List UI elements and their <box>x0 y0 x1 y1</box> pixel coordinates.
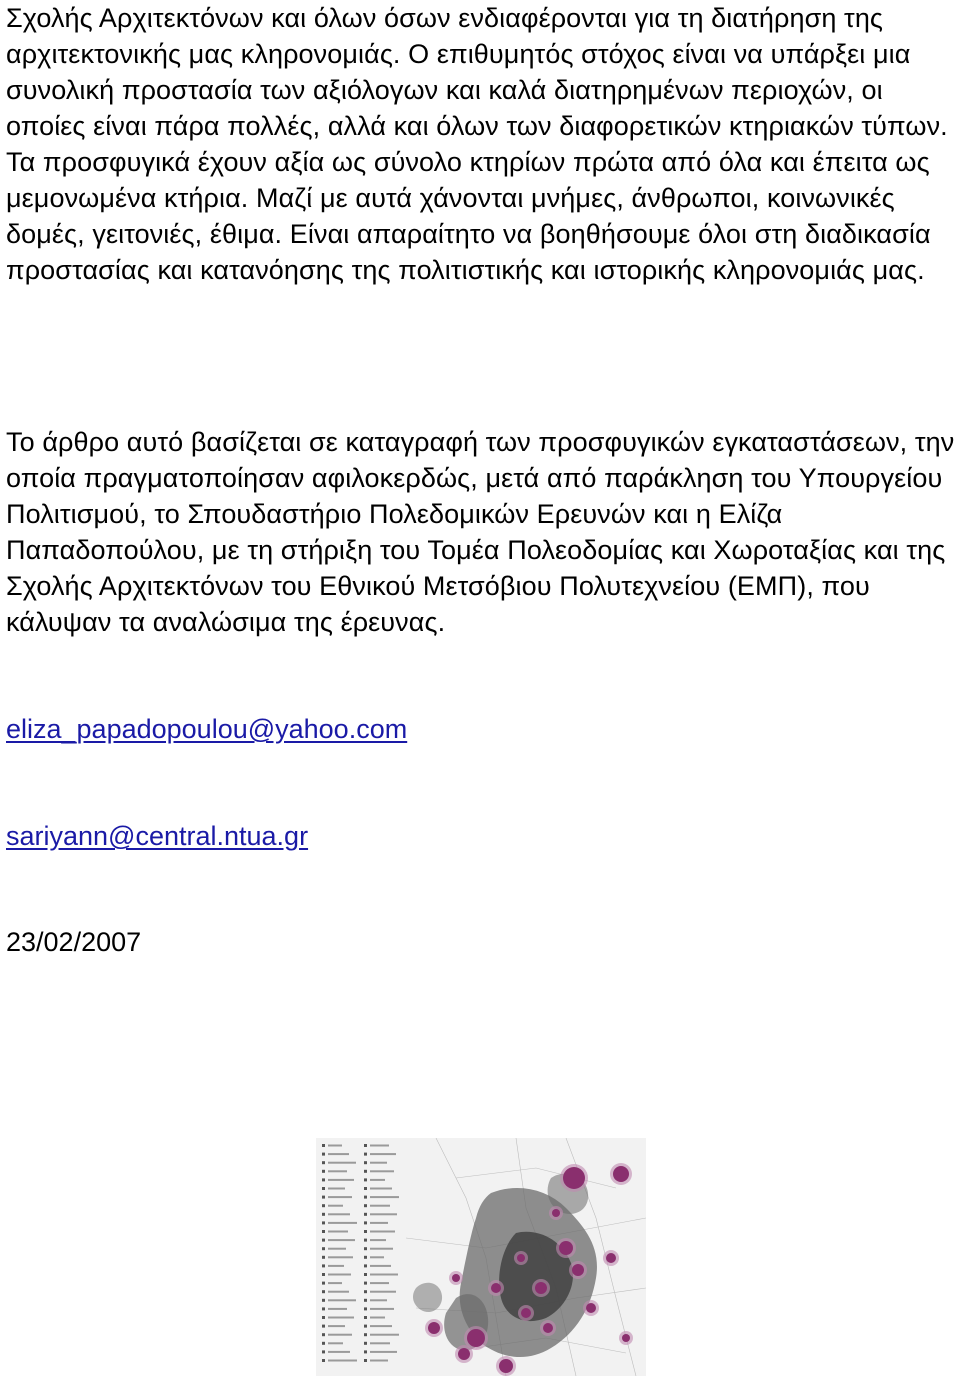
legend-bullet <box>364 1153 367 1156</box>
legend-bullet <box>364 1333 367 1336</box>
legend-line <box>328 1291 349 1293</box>
map-marker <box>622 1334 630 1342</box>
map-marker <box>499 1359 513 1373</box>
legend-bullet <box>322 1153 325 1156</box>
legend-bullet <box>322 1307 325 1310</box>
legend-line <box>328 1162 356 1164</box>
legend-line <box>328 1205 343 1207</box>
legend-line <box>370 1153 396 1155</box>
legend-line <box>370 1222 388 1224</box>
legend-line <box>328 1351 350 1353</box>
legend-bullet <box>322 1350 325 1353</box>
legend-line <box>328 1325 345 1327</box>
legend-line <box>328 1256 353 1258</box>
legend-line <box>328 1196 352 1198</box>
legend-line <box>328 1317 354 1319</box>
legend-line <box>328 1188 345 1190</box>
legend-bullet <box>364 1282 367 1285</box>
legend-line <box>370 1308 394 1310</box>
legend-bullet <box>322 1221 325 1224</box>
map-marker <box>613 1166 629 1182</box>
legend-line <box>370 1170 394 1172</box>
legend-bullet <box>322 1325 325 1328</box>
map-marker <box>467 1329 485 1347</box>
map-marker <box>559 1241 573 1255</box>
publication-date: 23/02/2007 <box>6 927 142 957</box>
legend-bullet <box>322 1256 325 1259</box>
legend-line <box>370 1145 389 1147</box>
map-marker <box>606 1253 616 1263</box>
legend-line <box>328 1179 354 1181</box>
legend-line <box>328 1265 344 1267</box>
legend-bullet <box>322 1178 325 1181</box>
legend-line <box>328 1170 347 1172</box>
legend-line <box>370 1162 387 1164</box>
legend-line <box>370 1239 386 1241</box>
legend-bullet <box>364 1221 367 1224</box>
legend-bullet <box>322 1187 325 1190</box>
legend-bullet <box>322 1161 325 1164</box>
legend-line <box>370 1334 399 1336</box>
legend-bullet <box>322 1213 325 1216</box>
legend-line <box>328 1299 356 1301</box>
paragraph-article-source: Το άρθρο αυτό βασίζεται σε καταγραφή των προσφυγικών εγκαταστάσεων, την οποία πραγματοποίησαν αφιλοκερδώς, μετά από παράκληση του Υπουργείου Πολιτισμού, το Σπουδαστήριο Πολεδομικών Ερευνών και η Ελίζα Παπαδοπούλου, με τη στήριξη του Τομέα Πολεοδομίας και Χωροταξίας και της Σχολής Αρχιτεκτόνων του Εθνικού Μετσόβιου Πολυτεχνείου (ΕΜΠ), που κάλυψαν τα αναλώσιμα της έρευνας. <box>6 427 955 637</box>
legend-bullet <box>322 1342 325 1345</box>
legend-line <box>370 1188 392 1190</box>
legend-line <box>370 1213 397 1215</box>
legend-line <box>370 1282 389 1284</box>
legend-bullet <box>364 1273 367 1276</box>
legend-bullet <box>364 1342 367 1345</box>
legend-bullet <box>364 1359 367 1362</box>
legend-bullet <box>364 1170 367 1173</box>
legend-bullet <box>322 1333 325 1336</box>
legend-bullet <box>322 1196 325 1199</box>
legend-line <box>328 1145 342 1147</box>
legend-bullet <box>364 1178 367 1181</box>
legend-bullet <box>322 1239 325 1242</box>
legend-bullet <box>322 1230 325 1233</box>
legend-bullet <box>364 1256 367 1259</box>
map-marker <box>452 1274 460 1282</box>
legend-line <box>328 1334 352 1336</box>
legend-bullet <box>364 1161 367 1164</box>
legend-bullet <box>322 1299 325 1302</box>
legend-bullet <box>322 1170 325 1173</box>
map-marker <box>572 1264 584 1276</box>
legend-line <box>370 1231 395 1233</box>
legend-bullet <box>364 1196 367 1199</box>
legend-bullet <box>364 1230 367 1233</box>
legend-bullet <box>322 1144 325 1147</box>
map-image <box>316 1138 646 1376</box>
legend-line <box>328 1282 342 1284</box>
legend-line <box>328 1213 350 1215</box>
legend-bullet <box>322 1359 325 1362</box>
map-marker <box>535 1282 547 1294</box>
paragraph-heritage-protection: Σχολής Αρχιτεκτόνων και όλων όσων ενδιαφέρονται για τη διατήρηση της αρχιτεκτονικής μας κληρονομιάς. Ο επιθυμητός στόχος είναι να υπάρξει μια συνολική προστασία των αξιόλογων και καλά διατηρημένων περιοχών, οι οποίες είναι πάρα πολλές, αλλά και όλων των διαφορετικών κτηριακών τύπων. Τα προσφυγικά έχουν αξία ως σύνολο κτηρίων πρώτα από όλα και έπειτα ως μεμονωμένα κτήρια. Μαζί με αυτά χάνονται μνήμες, άνθρωποι, κοινωνικές δομές, γειτονιές, έθιμα. Είναι απαραίτητο να βοηθήσουμε όλοι στη διαδικασία προστασίας και κατανόησης της πολιτιστικής και ιστορικής κληρονομιάς μας. <box>6 3 948 285</box>
legend-line <box>370 1265 391 1267</box>
legend-line <box>328 1274 351 1276</box>
legend-line <box>370 1205 390 1207</box>
legend-bullet <box>364 1187 367 1190</box>
legend-bullet <box>364 1239 367 1242</box>
legend-bullet <box>364 1264 367 1267</box>
map-marker <box>517 1254 525 1262</box>
legend-bullet <box>364 1316 367 1319</box>
map-marker <box>563 1167 585 1189</box>
map-marker <box>491 1283 501 1293</box>
legend-line <box>370 1360 388 1362</box>
legend-bullet <box>364 1350 367 1353</box>
legend-bullet <box>364 1213 367 1216</box>
legend-line <box>328 1239 355 1241</box>
legend-line <box>328 1248 346 1250</box>
legend-line <box>370 1248 393 1250</box>
email-link-sariyann[interactable]: sariyann@central.ntua.gr <box>6 821 309 851</box>
legend-bullet <box>364 1325 367 1328</box>
legend-bullet <box>364 1247 367 1250</box>
legend-line <box>328 1342 343 1344</box>
legend-line <box>328 1360 357 1362</box>
legend-line <box>370 1351 397 1353</box>
legend-line <box>370 1299 387 1301</box>
legend-bullet <box>364 1204 367 1207</box>
map-marker <box>586 1303 596 1313</box>
legend-bullet <box>322 1247 325 1250</box>
legend-line <box>370 1196 399 1198</box>
map-marker <box>552 1209 560 1217</box>
legend-bullet <box>364 1144 367 1147</box>
map-marker <box>543 1323 553 1333</box>
legend-line <box>370 1325 392 1327</box>
legend-bullet <box>322 1290 325 1293</box>
map-drawing <box>316 1138 646 1376</box>
legend-bullet <box>364 1307 367 1310</box>
legend-line <box>370 1317 385 1319</box>
legend-line <box>370 1342 390 1344</box>
legend-bullet <box>322 1282 325 1285</box>
legend-bullet <box>322 1316 325 1319</box>
legend-bullet <box>322 1264 325 1267</box>
legend-line <box>328 1222 357 1224</box>
legend-line <box>328 1231 348 1233</box>
legend-bullet <box>322 1273 325 1276</box>
legend-line <box>328 1153 349 1155</box>
legend-bullet <box>364 1299 367 1302</box>
legend-line <box>370 1256 384 1258</box>
legend-line <box>328 1308 347 1310</box>
map-marker <box>521 1308 531 1318</box>
legend-line <box>370 1274 398 1276</box>
legend-bullet <box>364 1290 367 1293</box>
email-link-eliza[interactable]: eliza_papadopoulou@yahoo.com <box>6 714 408 744</box>
legend-line <box>370 1291 396 1293</box>
legend-line <box>370 1179 385 1181</box>
legend-bullet <box>322 1204 325 1207</box>
map-marker <box>428 1322 440 1334</box>
map-marker <box>458 1348 470 1360</box>
